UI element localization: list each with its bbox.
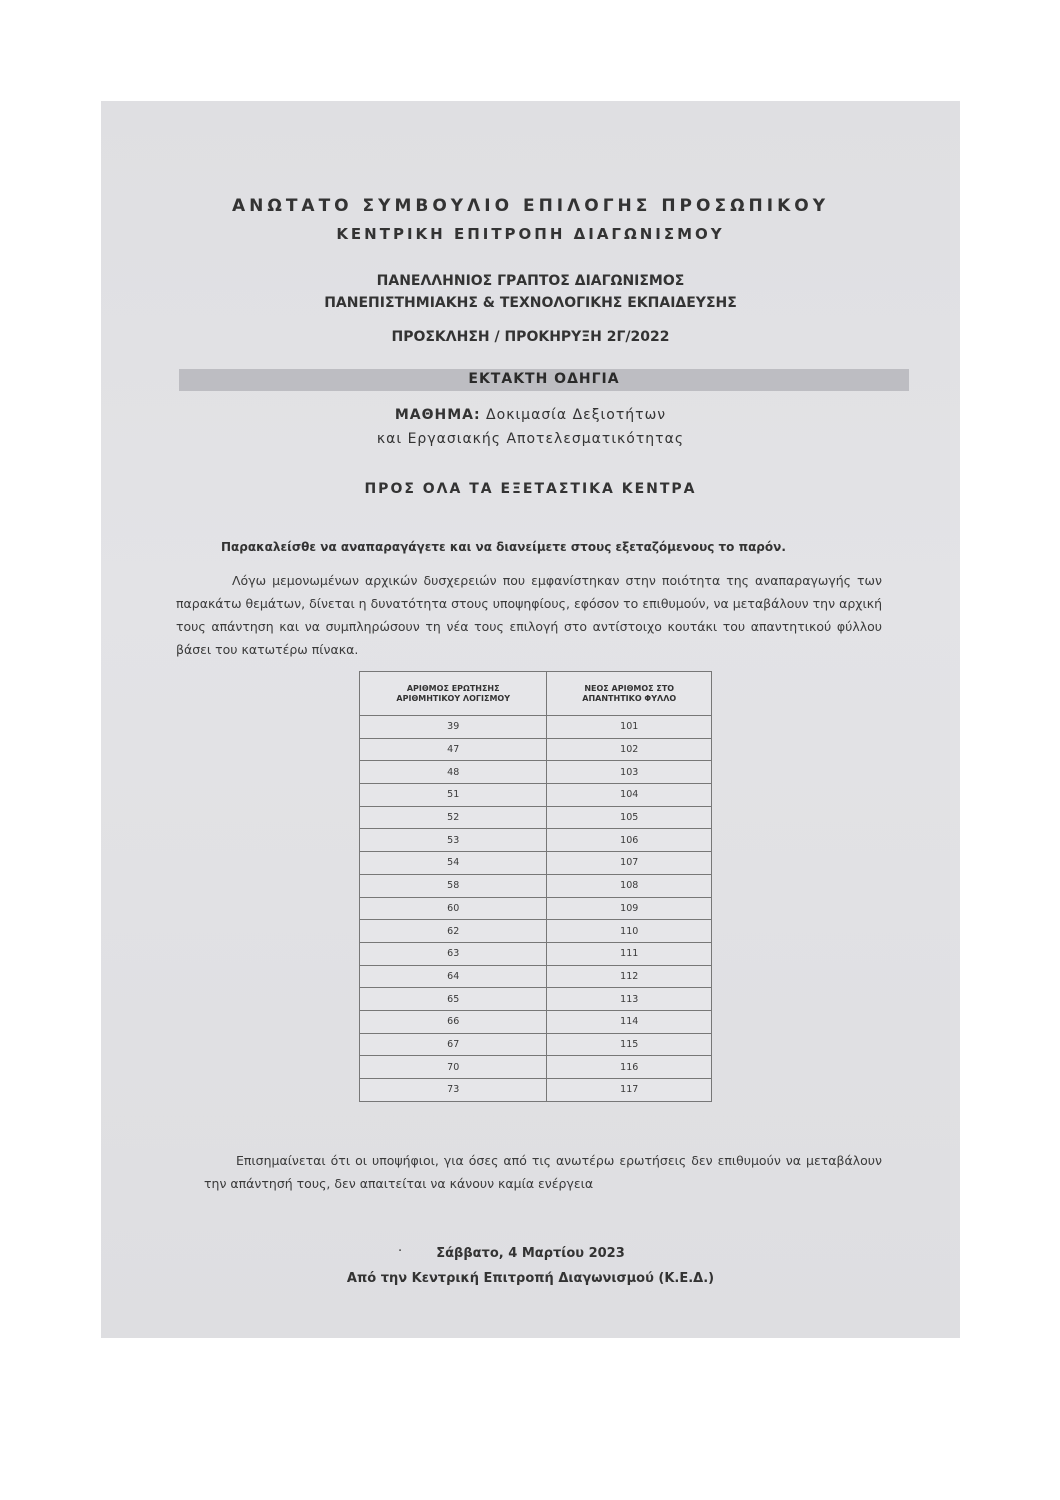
new-number-cell: 107: [547, 852, 712, 875]
question-number-cell: 48: [360, 761, 547, 784]
question-number-cell: 64: [360, 965, 547, 988]
new-number-cell: 117: [547, 1079, 712, 1102]
new-number-cell: 116: [547, 1056, 712, 1079]
question-number-cell: 53: [360, 829, 547, 852]
new-number-cell: 110: [547, 920, 712, 943]
new-number-cell: 115: [547, 1033, 712, 1056]
table-row: [360, 738, 712, 761]
new-number-cell: 109: [547, 897, 712, 920]
question-number-cell: 54: [360, 852, 547, 875]
signature-issuer: Από την Κεντρική Επιτροπή Διαγωνισμού (Κ.Ε.Δ.): [346, 1271, 715, 1286]
table-row: [360, 829, 712, 852]
subject-line1: [101, 407, 960, 423]
new-number-cell: 104: [547, 784, 712, 807]
table-row: [360, 852, 712, 875]
table-row: [360, 1079, 712, 1102]
exam-title-line1: ΠΑΝΕΛΛΗΝΙΟΣ ΓΡΑΠΤΟΣ ΔΙΑΓΩΝΙΣΜΟΣ: [376, 273, 685, 289]
table-row: [360, 784, 712, 807]
question-number-cell: 51: [360, 784, 547, 807]
bold-instruction: Παρακαλείσθε να αναπαραγάγετε και να διανείμετε στους εξεταζόμενους το παρόν.: [221, 540, 786, 554]
table-row: [360, 897, 712, 920]
table-row: [360, 942, 712, 965]
table-row: [360, 761, 712, 784]
table-row: [360, 716, 712, 739]
table-header-row: [360, 672, 712, 716]
subject-label: ΜΑΘΗΜΑ:: [394, 407, 481, 423]
question-number-cell: 47: [360, 738, 547, 761]
table-row: [360, 806, 712, 829]
subject-name: Δοκιμασία Δεξιοτήτων: [486, 407, 667, 423]
header-question-number: ΑΡΙΘΜΟΣ ΕΡΩΤΗΣΗΣ ΑΡΙΘΜΗΤΙΚΟΥ ΛΟΓΙΣΜΟΥ: [360, 672, 547, 716]
main-paragraph: Λόγω μεμονωμένων αρχικών δυσχερειών που εμφανίστηκαν στην ποιότητα της αναπαραγωγής των παρακάτω θεμάτων, δίνεται η δυνατότητα στους υποψηφίους, εφόσον το επιθυμούν, να μεταβάλουν την αρχική τους απάντηση και να συμπληρώσουν τη νέα τους επιλογή στο αντίστοιχο κουτάκι του απαντητικού φύλλου βάσει του κατωτέρω πίνακα.: [176, 573, 882, 657]
new-number-cell: 103: [547, 761, 712, 784]
org-subtitle: ΚΕΝΤΡΙΚΗ ΕΠΙΤΡΟΠΗ ΔΙΑΓΩΝΙΣΜΟΥ: [336, 225, 725, 243]
question-number-cell: 67: [360, 1033, 547, 1056]
new-number-cell: 108: [547, 874, 712, 897]
urgent-banner: [179, 369, 909, 391]
question-number-cell: 73: [360, 1079, 547, 1102]
subject-line2: και Εργασιακής Αποτελεσματικότητας: [376, 431, 685, 447]
table-row: [360, 965, 712, 988]
question-number-cell: 60: [360, 897, 547, 920]
new-number-cell: 105: [547, 806, 712, 829]
table-row: [360, 1033, 712, 1056]
table-row: [360, 1010, 712, 1033]
signature-dot: ·: [398, 1244, 403, 1259]
question-number-cell: 62: [360, 920, 547, 943]
table-row: [360, 874, 712, 897]
question-number-cell: 65: [360, 988, 547, 1011]
question-number-cell: 58: [360, 874, 547, 897]
new-number-cell: 111: [547, 942, 712, 965]
table-row: [360, 1056, 712, 1079]
new-number-cell: 101: [547, 716, 712, 739]
exam-title-line2: ΠΑΝΕΠΙΣΤΗΜΙΑΚΗΣ & ΤΕΧΝΟΛΟΓΙΚΗΣ ΕΚΠΑΙΔΕΥΣΗΣ: [324, 295, 737, 311]
renumbering-table: [359, 671, 712, 1102]
closing-note: Επισημαίνεται ότι οι υποψήφιοι, για όσες από τις ανωτέρω ερωτήσεις δεν επιθυμούν να μεταβάλουν την απάντησή τους, δεν απαιτείται να κάνουν καμία ενέργεια: [204, 1153, 882, 1191]
new-number-cell: 112: [547, 965, 712, 988]
recipients-line: ΠΡΟΣ ΟΛΑ ΤΑ ΕΞΕΤΑΣΤΙΚΑ ΚΕΝΤΡΑ: [364, 481, 697, 497]
question-number-cell: 66: [360, 1010, 547, 1033]
table-row: [360, 988, 712, 1011]
signature-date: Σάββατο, 4 Μαρτίου 2023: [436, 1246, 625, 1261]
call-reference: ΠΡΟΣΚΛΗΣΗ / ΠΡΟΚΗΡΥΞΗ 2Γ/2022: [391, 329, 670, 345]
question-number-cell: 52: [360, 806, 547, 829]
table-row: [360, 920, 712, 943]
new-number-cell: 113: [547, 988, 712, 1011]
question-number-cell: 63: [360, 942, 547, 965]
new-number-cell: 114: [547, 1010, 712, 1033]
org-title: ΑΝΩΤΑΤΟ ΣΥΜΒΟΥΛΙΟ ΕΠΙΛΟΓΗΣ ΠΡΟΣΩΠΙΚΟΥ: [231, 196, 830, 216]
question-number-cell: 39: [360, 716, 547, 739]
urgent-banner-text: ΕΚΤΑΚΤΗ ΟΔΗΓΙΑ: [468, 371, 620, 387]
new-number-cell: 102: [547, 738, 712, 761]
new-number-cell: 106: [547, 829, 712, 852]
document-sheet: [101, 101, 960, 1338]
header-new-number: ΝΕΟΣ ΑΡΙΘΜΟΣ ΣΤΟ ΑΠΑΝΤΗΤΙΚΟ ΦΥΛΛΟ: [547, 672, 712, 716]
question-number-cell: 70: [360, 1056, 547, 1079]
